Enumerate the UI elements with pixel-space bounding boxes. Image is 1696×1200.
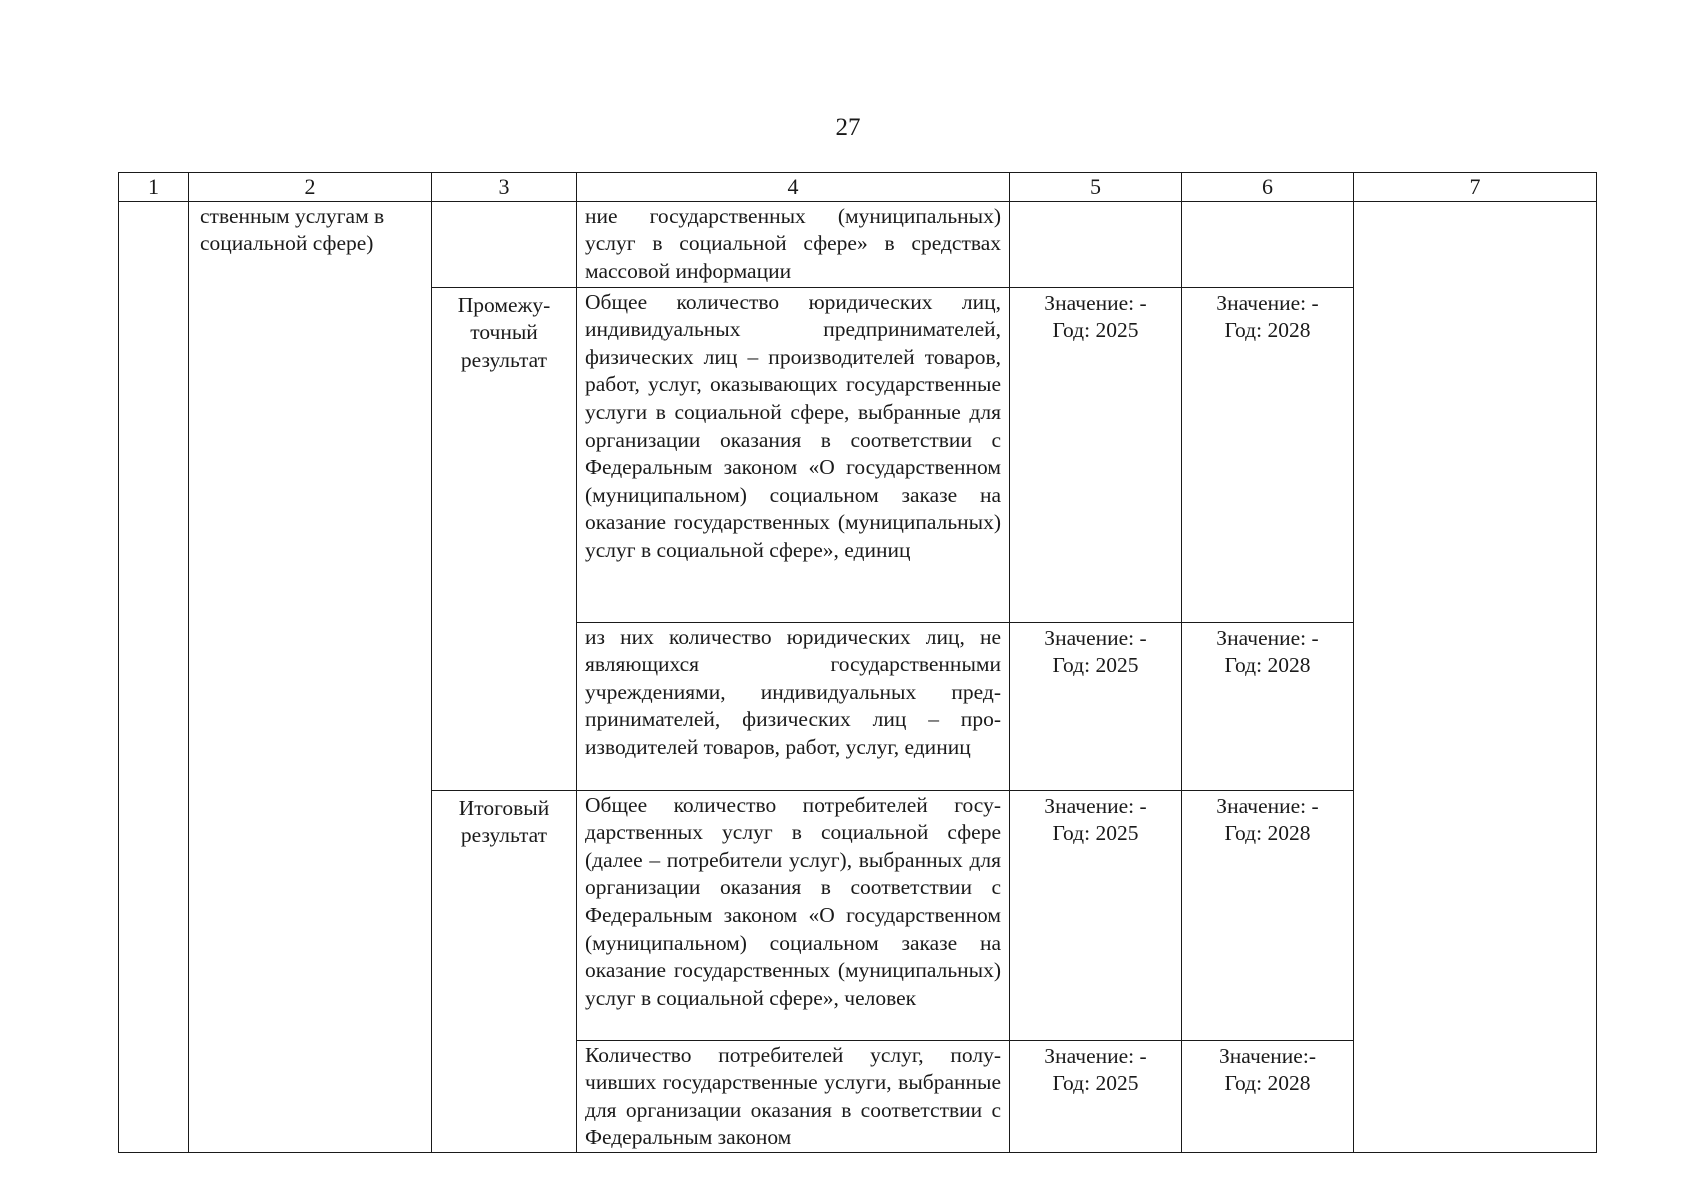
year-text: Год: 2028 [1224, 821, 1311, 846]
spacer-cell [1182, 1152, 1354, 1153]
col1-cell [119, 201, 189, 1153]
header-col-6: 6 [1182, 173, 1354, 202]
results-table [118, 172, 1597, 1153]
value-text: Значение: - [1216, 793, 1319, 818]
header-row [119, 173, 1597, 202]
result-type-cell [432, 201, 577, 287]
target-value-cell [1182, 201, 1354, 287]
base-value-cell [1010, 201, 1182, 287]
base-value-cell [1010, 622, 1182, 790]
year-text: Год: 2028 [1224, 318, 1311, 343]
year-text: Год: 2028 [1224, 1071, 1311, 1096]
result-type-cell: Итоговый результат [432, 790, 577, 1153]
col2-cell: ственным услугам в социальной сфере) [189, 201, 432, 1153]
indicator-description: Общее количество юридических лиц, индивидуальных предпринимателей, физических лиц – производителей товаров, работ, услуг, оказывающих государственные услуги в социальной сфере, выбранные для организации оказания в соответствии с Федеральным законом «О государственном (муниципальном) социальном заказе на оказание государственных (муниципальных) услуг в социальной сфере», единиц [577, 287, 1010, 622]
table-row [119, 201, 1597, 287]
header-col-5: 5 [1010, 173, 1182, 202]
result-type-cell: Промежуточный результат [432, 287, 577, 790]
value-text: Значение:- [1218, 1043, 1316, 1068]
header-col-2: 2 [189, 173, 432, 202]
value-text: Значение: - [1044, 1043, 1147, 1068]
page-number: 27 [835, 114, 861, 141]
year-text: Год: 2025 [1052, 821, 1139, 846]
year-text: Год: 2028 [1224, 653, 1311, 678]
value-text: Значение: - [1216, 290, 1319, 315]
base-value-cell [1010, 1040, 1182, 1152]
indicator-description: ние государственных (муниципальных) услуг в социальной сфере» в средствах массовой информации [577, 201, 1010, 287]
value-text: Значение: - [1044, 290, 1147, 315]
target-value-cell [1182, 287, 1354, 622]
base-value-cell [1010, 287, 1182, 622]
target-value-cell [1182, 790, 1354, 1040]
base-value-cell [1010, 790, 1182, 1040]
col7-cell [1354, 201, 1597, 1153]
year-text: Год: 2025 [1052, 653, 1139, 678]
value-text: Значение: - [1216, 625, 1319, 650]
target-value-cell [1182, 1040, 1354, 1152]
year-text: Год: 2025 [1052, 318, 1139, 343]
header-col-3: 3 [432, 173, 577, 202]
header-col-1: 1 [119, 173, 189, 202]
year-text: Год: 2025 [1052, 1071, 1139, 1096]
value-text: Значение: - [1044, 793, 1147, 818]
spacer-cell [1010, 1152, 1182, 1153]
header-col-4: 4 [577, 173, 1010, 202]
indicator-description: из них количество юридических лиц, не являющихся государственными учреждениями, индивидуальных предпринимателей, физических лиц – производителей товаров, работ, услуг, единиц [577, 622, 1010, 790]
target-value-cell [1182, 622, 1354, 790]
spacer-cell [577, 1152, 1010, 1153]
indicator-description: Общее количество потребителей государственных услуг в социальной сфере (далее – потребители услуг), выбранных для организации оказания в соответствии с Федеральным законом «О государственном (муниципальном) социальном заказе на оказание государственных (муниципальных) услуг в социальной сфере», человек [577, 790, 1010, 1040]
indicator-description: Количество потребителей услуг, получивших государственные услуги, выбранные для организации оказания в соответствии с Федеральным законом [577, 1040, 1010, 1152]
value-text: Значение: - [1044, 625, 1147, 650]
header-col-7: 7 [1354, 173, 1597, 202]
